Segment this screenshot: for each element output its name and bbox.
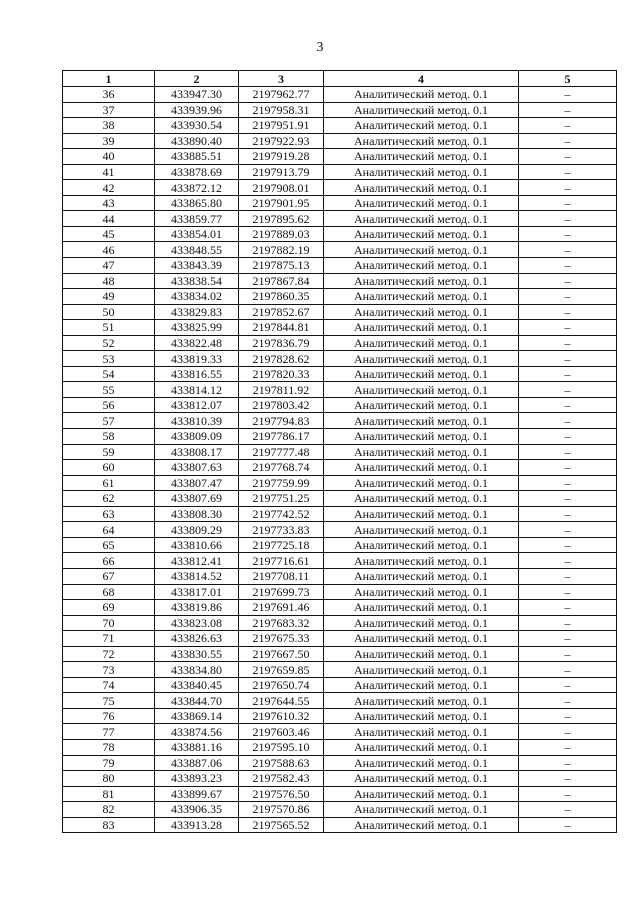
- description-cell: –: [519, 351, 617, 367]
- method-cell: Аналитический метод. 0.1: [324, 304, 519, 320]
- method-cell: Аналитический метод. 0.1: [324, 289, 519, 305]
- y-coordinate-cell: 2197919.28: [239, 149, 324, 165]
- header-col-2: 2: [155, 71, 239, 87]
- point-number-cell: 81: [63, 786, 155, 802]
- point-number-cell: 59: [63, 444, 155, 460]
- table-row: [63, 273, 617, 289]
- method-cell: Аналитический метод. 0.1: [324, 739, 519, 755]
- x-coordinate-cell: 433819.33: [155, 351, 239, 367]
- x-coordinate-cell: 433830.55: [155, 646, 239, 662]
- table-row: [63, 568, 617, 584]
- x-coordinate-cell: 433878.69: [155, 164, 239, 180]
- method-cell: Аналитический метод. 0.1: [324, 771, 519, 787]
- table-row: [63, 149, 617, 165]
- description-cell: –: [519, 195, 617, 211]
- x-coordinate-cell: 433807.63: [155, 460, 239, 476]
- table-row: [63, 755, 617, 771]
- description-cell: –: [519, 491, 617, 507]
- x-coordinate-cell: 433947.30: [155, 87, 239, 103]
- point-number-cell: 76: [63, 708, 155, 724]
- description-cell: –: [519, 102, 617, 118]
- method-cell: Аналитический метод. 0.1: [324, 102, 519, 118]
- method-cell: Аналитический метод. 0.1: [324, 460, 519, 476]
- description-cell: –: [519, 522, 617, 538]
- method-cell: Аналитический метод. 0.1: [324, 444, 519, 460]
- method-cell: Аналитический метод. 0.1: [324, 693, 519, 709]
- method-cell: Аналитический метод. 0.1: [324, 522, 519, 538]
- table-row: [63, 475, 617, 491]
- x-coordinate-cell: 433814.52: [155, 568, 239, 584]
- x-coordinate-cell: 433838.54: [155, 273, 239, 289]
- y-coordinate-cell: 2197922.93: [239, 133, 324, 149]
- x-coordinate-cell: 433865.80: [155, 195, 239, 211]
- y-coordinate-cell: 2197875.13: [239, 258, 324, 274]
- x-coordinate-cell: 433822.48: [155, 335, 239, 351]
- description-cell: –: [519, 335, 617, 351]
- description-cell: –: [519, 615, 617, 631]
- point-number-cell: 82: [63, 802, 155, 818]
- x-coordinate-cell: 433809.09: [155, 429, 239, 445]
- header-col-4: 4: [324, 71, 519, 87]
- method-cell: Аналитический метод. 0.1: [324, 413, 519, 429]
- point-number-cell: 69: [63, 600, 155, 616]
- x-coordinate-cell: 433834.02: [155, 289, 239, 305]
- description-cell: –: [519, 646, 617, 662]
- description-cell: –: [519, 475, 617, 491]
- x-coordinate-cell: 433823.08: [155, 615, 239, 631]
- y-coordinate-cell: 2197675.33: [239, 631, 324, 647]
- point-number-cell: 77: [63, 724, 155, 740]
- y-coordinate-cell: 2197895.62: [239, 211, 324, 227]
- x-coordinate-cell: 433913.28: [155, 817, 239, 833]
- description-cell: –: [519, 553, 617, 569]
- y-coordinate-cell: 2197751.25: [239, 491, 324, 507]
- y-coordinate-cell: 2197610.32: [239, 708, 324, 724]
- description-cell: –: [519, 118, 617, 134]
- description-cell: –: [519, 149, 617, 165]
- y-coordinate-cell: 2197667.50: [239, 646, 324, 662]
- x-coordinate-cell: 433809.29: [155, 522, 239, 538]
- x-coordinate-cell: 433834.80: [155, 662, 239, 678]
- point-number-cell: 48: [63, 273, 155, 289]
- x-coordinate-cell: 433885.51: [155, 149, 239, 165]
- x-coordinate-cell: 433814.12: [155, 382, 239, 398]
- y-coordinate-cell: 2197691.46: [239, 600, 324, 616]
- description-cell: –: [519, 429, 617, 445]
- point-number-cell: 51: [63, 320, 155, 336]
- point-number-cell: 56: [63, 397, 155, 413]
- x-coordinate-cell: 433817.01: [155, 584, 239, 600]
- description-cell: –: [519, 755, 617, 771]
- point-number-cell: 67: [63, 568, 155, 584]
- y-coordinate-cell: 2197759.99: [239, 475, 324, 491]
- table-row: [63, 739, 617, 755]
- method-cell: Аналитический метод. 0.1: [324, 397, 519, 413]
- x-coordinate-cell: 433812.41: [155, 553, 239, 569]
- description-cell: –: [519, 693, 617, 709]
- x-coordinate-cell: 433829.83: [155, 304, 239, 320]
- y-coordinate-cell: 2197742.52: [239, 506, 324, 522]
- point-number-cell: 39: [63, 133, 155, 149]
- y-coordinate-cell: 2197908.01: [239, 180, 324, 196]
- point-number-cell: 58: [63, 429, 155, 445]
- y-coordinate-cell: 2197836.79: [239, 335, 324, 351]
- method-cell: Аналитический метод. 0.1: [324, 491, 519, 507]
- header-row: [63, 71, 617, 87]
- table-row: [63, 164, 617, 180]
- description-cell: –: [519, 242, 617, 258]
- x-coordinate-cell: 433812.07: [155, 397, 239, 413]
- x-coordinate-cell: 433887.06: [155, 755, 239, 771]
- point-number-cell: 57: [63, 413, 155, 429]
- y-coordinate-cell: 2197860.35: [239, 289, 324, 305]
- point-number-cell: 64: [63, 522, 155, 538]
- method-cell: Аналитический метод. 0.1: [324, 553, 519, 569]
- description-cell: –: [519, 258, 617, 274]
- x-coordinate-cell: 433869.14: [155, 708, 239, 724]
- description-cell: –: [519, 506, 617, 522]
- method-cell: Аналитический метод. 0.1: [324, 724, 519, 740]
- description-cell: –: [519, 460, 617, 476]
- table-row: [63, 491, 617, 507]
- table-row: [63, 242, 617, 258]
- method-cell: Аналитический метод. 0.1: [324, 211, 519, 227]
- x-coordinate-cell: 433881.16: [155, 739, 239, 755]
- x-coordinate-cell: 433807.47: [155, 475, 239, 491]
- x-coordinate-cell: 433874.56: [155, 724, 239, 740]
- description-cell: –: [519, 817, 617, 833]
- table-row: [63, 87, 617, 103]
- y-coordinate-cell: 2197962.77: [239, 87, 324, 103]
- method-cell: Аналитический метод. 0.1: [324, 537, 519, 553]
- point-number-cell: 74: [63, 677, 155, 693]
- method-cell: Аналитический метод. 0.1: [324, 662, 519, 678]
- description-cell: –: [519, 226, 617, 242]
- table-row: [63, 429, 617, 445]
- method-cell: Аналитический метод. 0.1: [324, 615, 519, 631]
- point-number-cell: 41: [63, 164, 155, 180]
- method-cell: Аналитический метод. 0.1: [324, 133, 519, 149]
- method-cell: Аналитический метод. 0.1: [324, 382, 519, 398]
- point-number-cell: 70: [63, 615, 155, 631]
- table-row: [63, 258, 617, 274]
- table-row: [63, 226, 617, 242]
- y-coordinate-cell: 2197733.83: [239, 522, 324, 538]
- x-coordinate-cell: 433899.67: [155, 786, 239, 802]
- point-number-cell: 66: [63, 553, 155, 569]
- x-coordinate-cell: 433816.55: [155, 366, 239, 382]
- y-coordinate-cell: 2197650.74: [239, 677, 324, 693]
- y-coordinate-cell: 2197794.83: [239, 413, 324, 429]
- method-cell: Аналитический метод. 0.1: [324, 817, 519, 833]
- method-cell: Аналитический метод. 0.1: [324, 802, 519, 818]
- y-coordinate-cell: 2197882.19: [239, 242, 324, 258]
- table-row: [63, 786, 617, 802]
- point-number-cell: 46: [63, 242, 155, 258]
- table-row: [63, 335, 617, 351]
- y-coordinate-cell: 2197565.52: [239, 817, 324, 833]
- table-row: [63, 118, 617, 134]
- table-row: [63, 382, 617, 398]
- table-row: [63, 708, 617, 724]
- point-number-cell: 54: [63, 366, 155, 382]
- description-cell: –: [519, 133, 617, 149]
- method-cell: Аналитический метод. 0.1: [324, 87, 519, 103]
- y-coordinate-cell: 2197644.55: [239, 693, 324, 709]
- y-coordinate-cell: 2197958.31: [239, 102, 324, 118]
- point-number-cell: 53: [63, 351, 155, 367]
- description-cell: –: [519, 87, 617, 103]
- table-row: [63, 413, 617, 429]
- description-cell: –: [519, 382, 617, 398]
- point-number-cell: 40: [63, 149, 155, 165]
- point-number-cell: 73: [63, 662, 155, 678]
- description-cell: –: [519, 802, 617, 818]
- y-coordinate-cell: 2197828.62: [239, 351, 324, 367]
- y-coordinate-cell: 2197901.95: [239, 195, 324, 211]
- y-coordinate-cell: 2197659.85: [239, 662, 324, 678]
- table-row: [63, 444, 617, 460]
- table-row: [63, 195, 617, 211]
- point-number-cell: 63: [63, 506, 155, 522]
- x-coordinate-cell: 433930.54: [155, 118, 239, 134]
- x-coordinate-cell: 433808.17: [155, 444, 239, 460]
- point-number-cell: 78: [63, 739, 155, 755]
- x-coordinate-cell: 433848.55: [155, 242, 239, 258]
- y-coordinate-cell: 2197811.92: [239, 382, 324, 398]
- table-row: [63, 102, 617, 118]
- method-cell: Аналитический метод. 0.1: [324, 506, 519, 522]
- table-row: [63, 320, 617, 336]
- point-number-cell: 50: [63, 304, 155, 320]
- x-coordinate-cell: 433844.70: [155, 693, 239, 709]
- method-cell: Аналитический метод. 0.1: [324, 584, 519, 600]
- y-coordinate-cell: 2197786.17: [239, 429, 324, 445]
- header-col-3: 3: [239, 71, 324, 87]
- point-number-cell: 55: [63, 382, 155, 398]
- description-cell: –: [519, 724, 617, 740]
- y-coordinate-cell: 2197603.46: [239, 724, 324, 740]
- point-number-cell: 49: [63, 289, 155, 305]
- point-number-cell: 75: [63, 693, 155, 709]
- table-row: [63, 289, 617, 305]
- method-cell: Аналитический метод. 0.1: [324, 258, 519, 274]
- table-row: [63, 771, 617, 787]
- description-cell: –: [519, 568, 617, 584]
- x-coordinate-cell: 433819.86: [155, 600, 239, 616]
- x-coordinate-cell: 433872.12: [155, 180, 239, 196]
- point-number-cell: 68: [63, 584, 155, 600]
- point-number-cell: 38: [63, 118, 155, 134]
- x-coordinate-cell: 433840.45: [155, 677, 239, 693]
- table-header: [63, 71, 617, 87]
- table-row: [63, 304, 617, 320]
- point-number-cell: 42: [63, 180, 155, 196]
- x-coordinate-cell: 433859.77: [155, 211, 239, 227]
- table-row: [63, 553, 617, 569]
- x-coordinate-cell: 433854.01: [155, 226, 239, 242]
- method-cell: Аналитический метод. 0.1: [324, 335, 519, 351]
- point-number-cell: 47: [63, 258, 155, 274]
- method-cell: Аналитический метод. 0.1: [324, 180, 519, 196]
- header-col-5: 5: [519, 71, 617, 87]
- y-coordinate-cell: 2197716.61: [239, 553, 324, 569]
- description-cell: –: [519, 273, 617, 289]
- y-coordinate-cell: 2197708.11: [239, 568, 324, 584]
- point-number-cell: 60: [63, 460, 155, 476]
- point-number-cell: 52: [63, 335, 155, 351]
- table-row: [63, 600, 617, 616]
- description-cell: –: [519, 677, 617, 693]
- description-cell: –: [519, 320, 617, 336]
- method-cell: Аналитический метод. 0.1: [324, 568, 519, 584]
- description-cell: –: [519, 662, 617, 678]
- point-number-cell: 44: [63, 211, 155, 227]
- x-coordinate-cell: 433826.63: [155, 631, 239, 647]
- x-coordinate-cell: 433810.66: [155, 537, 239, 553]
- y-coordinate-cell: 2197699.73: [239, 584, 324, 600]
- method-cell: Аналитический метод. 0.1: [324, 320, 519, 336]
- point-number-cell: 72: [63, 646, 155, 662]
- x-coordinate-cell: 433939.96: [155, 102, 239, 118]
- coordinates-table: [62, 70, 617, 833]
- x-coordinate-cell: 433893.23: [155, 771, 239, 787]
- table-row: [63, 522, 617, 538]
- description-cell: –: [519, 708, 617, 724]
- description-cell: –: [519, 211, 617, 227]
- y-coordinate-cell: 2197803.42: [239, 397, 324, 413]
- description-cell: –: [519, 537, 617, 553]
- y-coordinate-cell: 2197852.67: [239, 304, 324, 320]
- x-coordinate-cell: 433807.69: [155, 491, 239, 507]
- table-row: [63, 693, 617, 709]
- y-coordinate-cell: 2197820.33: [239, 366, 324, 382]
- y-coordinate-cell: 2197588.63: [239, 755, 324, 771]
- table-row: [63, 615, 617, 631]
- page-number: 3: [316, 40, 324, 55]
- point-number-cell: 62: [63, 491, 155, 507]
- y-coordinate-cell: 2197576.50: [239, 786, 324, 802]
- point-number-cell: 80: [63, 771, 155, 787]
- method-cell: Аналитический метод. 0.1: [324, 149, 519, 165]
- point-number-cell: 83: [63, 817, 155, 833]
- description-cell: –: [519, 631, 617, 647]
- description-cell: –: [519, 771, 617, 787]
- y-coordinate-cell: 2197951.91: [239, 118, 324, 134]
- x-coordinate-cell: 433825.99: [155, 320, 239, 336]
- point-number-cell: 61: [63, 475, 155, 491]
- method-cell: Аналитический метод. 0.1: [324, 646, 519, 662]
- method-cell: Аналитический метод. 0.1: [324, 677, 519, 693]
- description-cell: –: [519, 584, 617, 600]
- method-cell: Аналитический метод. 0.1: [324, 118, 519, 134]
- header-col-1: 1: [63, 71, 155, 87]
- method-cell: Аналитический метод. 0.1: [324, 631, 519, 647]
- table-row: [63, 460, 617, 476]
- table-body: [63, 87, 617, 833]
- table-row: [63, 366, 617, 382]
- table-row: [63, 802, 617, 818]
- y-coordinate-cell: 2197768.74: [239, 460, 324, 476]
- description-cell: –: [519, 786, 617, 802]
- x-coordinate-cell: 433843.39: [155, 258, 239, 274]
- method-cell: Аналитический метод. 0.1: [324, 351, 519, 367]
- table-row: [63, 133, 617, 149]
- point-number-cell: 79: [63, 755, 155, 771]
- table-row: [63, 506, 617, 522]
- method-cell: Аналитический метод. 0.1: [324, 273, 519, 289]
- description-cell: –: [519, 413, 617, 429]
- point-number-cell: 71: [63, 631, 155, 647]
- table-row: [63, 180, 617, 196]
- y-coordinate-cell: 2197777.48: [239, 444, 324, 460]
- x-coordinate-cell: 433808.30: [155, 506, 239, 522]
- method-cell: Аналитический метод. 0.1: [324, 195, 519, 211]
- point-number-cell: 65: [63, 537, 155, 553]
- table-row: [63, 537, 617, 553]
- table-row: [63, 211, 617, 227]
- method-cell: Аналитический метод. 0.1: [324, 786, 519, 802]
- method-cell: Аналитический метод. 0.1: [324, 366, 519, 382]
- description-cell: –: [519, 739, 617, 755]
- y-coordinate-cell: 2197570.86: [239, 802, 324, 818]
- method-cell: Аналитический метод. 0.1: [324, 226, 519, 242]
- y-coordinate-cell: 2197725.18: [239, 537, 324, 553]
- point-number-cell: 43: [63, 195, 155, 211]
- point-number-cell: 45: [63, 226, 155, 242]
- method-cell: Аналитический метод. 0.1: [324, 164, 519, 180]
- table-row: [63, 662, 617, 678]
- description-cell: –: [519, 397, 617, 413]
- y-coordinate-cell: 2197844.81: [239, 320, 324, 336]
- description-cell: –: [519, 366, 617, 382]
- y-coordinate-cell: 2197889.03: [239, 226, 324, 242]
- method-cell: Аналитический метод. 0.1: [324, 429, 519, 445]
- y-coordinate-cell: 2197595.10: [239, 739, 324, 755]
- x-coordinate-cell: 433890.40: [155, 133, 239, 149]
- table-row: [63, 646, 617, 662]
- table-row: [63, 817, 617, 833]
- x-coordinate-cell: 433810.39: [155, 413, 239, 429]
- x-coordinate-cell: 433906.35: [155, 802, 239, 818]
- table-row: [63, 351, 617, 367]
- point-number-cell: 36: [63, 87, 155, 103]
- y-coordinate-cell: 2197867.84: [239, 273, 324, 289]
- description-cell: –: [519, 180, 617, 196]
- method-cell: Аналитический метод. 0.1: [324, 600, 519, 616]
- table-row: [63, 397, 617, 413]
- description-cell: –: [519, 600, 617, 616]
- description-cell: –: [519, 289, 617, 305]
- table-row: [63, 724, 617, 740]
- method-cell: Аналитический метод. 0.1: [324, 755, 519, 771]
- method-cell: Аналитический метод. 0.1: [324, 708, 519, 724]
- description-cell: –: [519, 444, 617, 460]
- description-cell: –: [519, 164, 617, 180]
- table-row: [63, 677, 617, 693]
- description-cell: –: [519, 304, 617, 320]
- table-row: [63, 631, 617, 647]
- y-coordinate-cell: 2197582.43: [239, 771, 324, 787]
- y-coordinate-cell: 2197913.79: [239, 164, 324, 180]
- method-cell: Аналитический метод. 0.1: [324, 242, 519, 258]
- point-number-cell: 37: [63, 102, 155, 118]
- y-coordinate-cell: 2197683.32: [239, 615, 324, 631]
- table-row: [63, 584, 617, 600]
- method-cell: Аналитический метод. 0.1: [324, 475, 519, 491]
